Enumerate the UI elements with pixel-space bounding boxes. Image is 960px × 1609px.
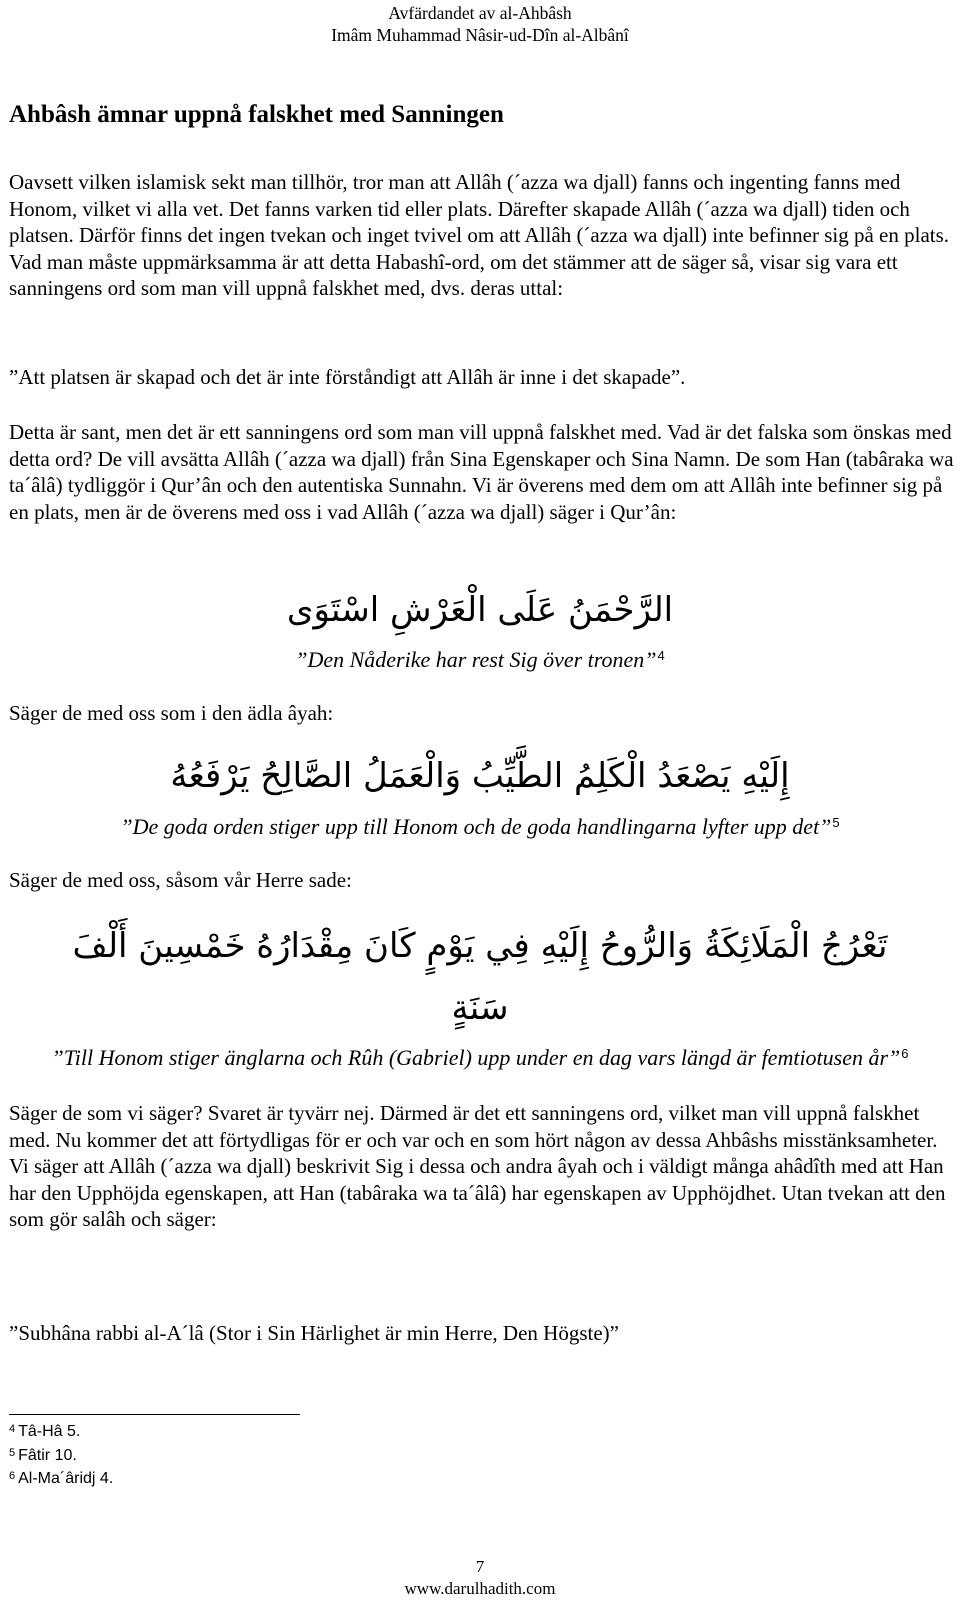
arabic-verse: الرَّحْمَنُ عَلَى الْعَرْشِ اسْتَوَى <box>286 590 674 630</box>
translation-text: ”De goda orden stiger upp till Honom och de goda handlingarna lyfter upp det” <box>120 814 832 839</box>
verse-translation <box>0 813 960 841</box>
website-link[interactable]: www.darulhadith.com <box>404 1579 556 1598</box>
footnote-item <box>9 1420 113 1444</box>
translation-text: ”Till Honom stiger änglarna och Rûh (Gabriel) upp under en dag vars längd är femtiotusen år” <box>51 1045 901 1070</box>
paragraph-text: Oavsett vilken islamisk sekt man tillhör, tror man att Allâh (´azza wa djall) fanns och ingenting fanns med Honom, vilket vi alla vet. Det fanns varken tid eller plats. Därefter skapade Allâh (´azza wa djall) tiden och platsen. Därför finns det ingen tvekan och inget tvivel om att Allâh (´azza wa djall) inte befinner sig på en plats. Vad man måste uppmärksamma är att detta Habashî-ord, om det stämmer att de säger så, visar sig vara ett sanningens ord som man vill uppnå falskhet med, dvs. deras uttal: <box>9 170 950 300</box>
footnote-number: 5 <box>9 1446 16 1459</box>
header-author: Imâm Muhammad Nâsir-ud-Dîn al-Albânî <box>331 25 629 45</box>
footnote-text: Fâtir 10. <box>18 1446 77 1464</box>
quote-paragraph <box>9 1320 954 1347</box>
footnote-divider <box>9 1414 300 1415</box>
paragraph-text: ”Att platsen är skapad och det är inte förståndigt att Allâh är inne i det skapade”. <box>9 365 686 389</box>
footnote-ref[interactable]: 5 <box>832 815 840 830</box>
footnote-text: Al-Ma´âridj 4. <box>18 1470 114 1487</box>
paragraph-text: Säger de som vi säger? Svaret är tyvärr nej. Därmed är det ett sanningens ord, vilket man vill uppnå falskhet med. Nu kommer det att förtydligas för er och var och en som hört någon av dessa Ahbâshs misstänksamheter. Vi säger att Allâh (´azza wa djall) beskrivit Sig i dessa och andra âyah och i väldigt många ahâdîth med att Han har den Upphöjda egenskapen, att Han (tabâraka wa ta´âlâ) har egenskapen av Upphöjdhet. Utan tvekan att den som gör salâh och säger: <box>9 1101 946 1231</box>
section-title: Ahbâsh ämnar uppnå falskhet med Sanningen <box>9 101 504 128</box>
paragraph-conclusion <box>9 1100 954 1233</box>
arabic-verse-continuation: سَنَةٍ <box>451 988 509 1028</box>
footnote-number: 4 <box>9 1423 16 1435</box>
arabic-verse: إِلَيْهِ يَصْعَدُ الْكَلِمُ الطَّيِّبُ وَالْعَمَلُ الصَّالِحُ يَرْفَعُهُ <box>170 756 790 796</box>
page-number: 7 <box>475 1557 485 1576</box>
verse-translation <box>0 1044 960 1072</box>
header-title: Avfärdandet av al-Ahbâsh <box>388 3 572 23</box>
paragraph-lead-in <box>9 867 954 894</box>
arabic-verse: تَعْرُجُ الْمَلَائِكَةُ وَالرُّوحُ إِلَيْهِ فِي يَوْمٍ كَانَ مِقْدَارُهُ خَمْسِينَ أَلْفَ <box>72 926 888 966</box>
footnote-number: 6 <box>9 1470 16 1482</box>
paragraph-intro <box>9 169 954 302</box>
paragraph-lead-in <box>9 700 954 727</box>
footnote-ref[interactable]: 4 <box>657 648 665 663</box>
footnote-item <box>9 1444 113 1468</box>
verse-translation <box>0 646 960 674</box>
translation-text: ”Den Nåderike har rest Sig över tronen” <box>295 647 657 672</box>
paragraph-argument <box>9 419 954 525</box>
footnote-text: Tâ-Hâ 5. <box>18 1423 81 1440</box>
footnote-ref[interactable]: 6 <box>901 1046 909 1061</box>
paragraph-text: Säger de med oss som i den ädla âyah: <box>9 701 334 725</box>
paragraph-text: ”Subhâna rabbi al-A´lâ (Stor i Sin Härlighet är min Herre, Den Högste)” <box>9 1321 619 1345</box>
footnotes <box>9 1420 113 1491</box>
paragraph-text: Detta är sant, men det är ett sanningens ord som man vill uppnå falskhet med. Vad är det falska som önskas med detta ord? De vill avsätta Allâh (´azza wa djall) från Sina Egenskaper och Sina Namn. De som Han (tabâraka wa ta´âlâ) tydliggör i Qur’ân och den autentiska Sunnahn. Vi är överens med dem om att Allâh inte befinner sig på en plats, men är de överens med oss i vad Allâh (´azza wa djall) säger i Qur’ân: <box>9 420 954 524</box>
quote-paragraph <box>9 364 954 391</box>
paragraph-text: Säger de med oss, såsom vår Herre sade: <box>9 868 352 892</box>
running-header <box>0 2 960 46</box>
footnote-item <box>9 1467 113 1491</box>
